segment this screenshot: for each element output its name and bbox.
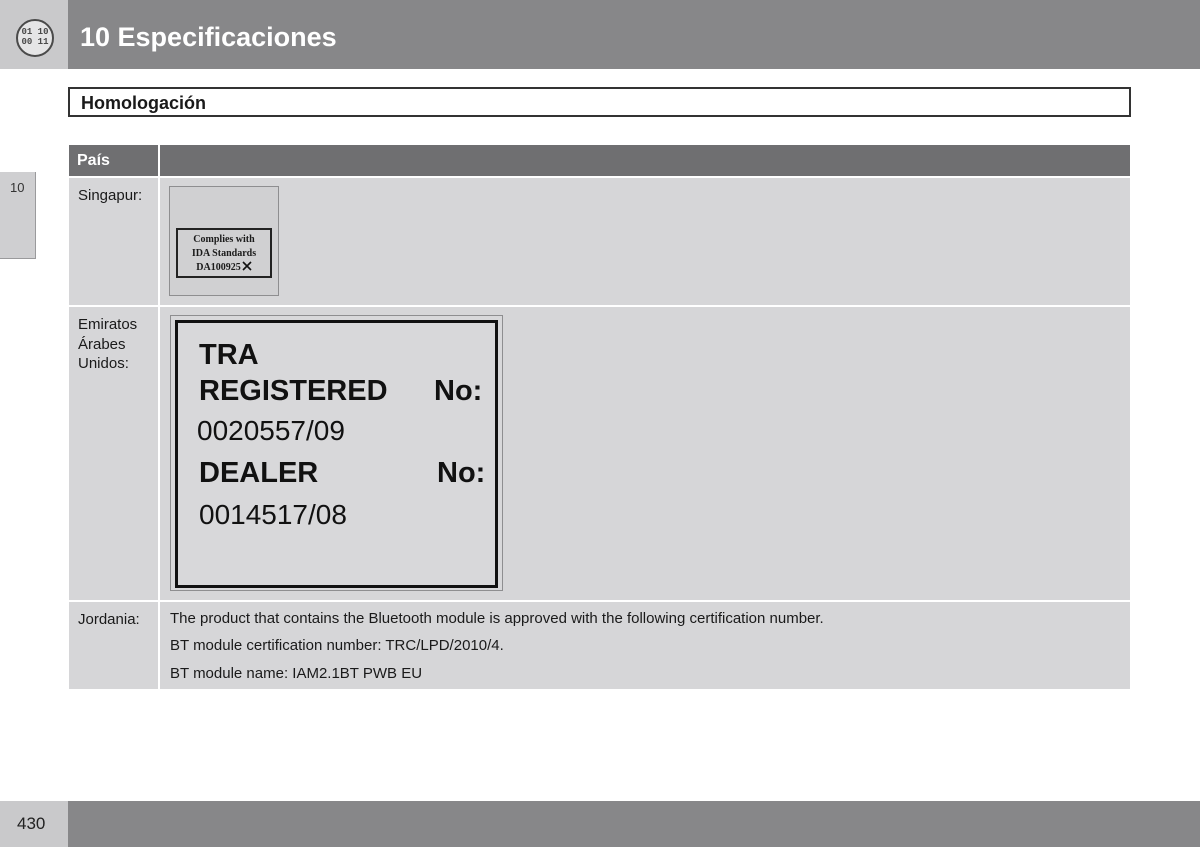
detail-cell xyxy=(160,178,1130,305)
tra-dealer-number: 0014517/08 xyxy=(199,499,347,530)
header-left-block xyxy=(0,0,68,69)
jordan-approval-text: The product that contains the Bluetooth module is approved with the following certification number. xyxy=(170,610,824,627)
country-label: Emiratos Árabes Unidos: xyxy=(78,316,138,372)
ida-label-line: DA100925 xyxy=(196,262,241,273)
footer-bar xyxy=(68,801,1200,847)
cross-mark-icon xyxy=(242,261,252,271)
table-header-country xyxy=(69,145,158,176)
section-title-box xyxy=(68,87,1131,117)
chapter-side-tab xyxy=(0,172,36,259)
table-row xyxy=(69,178,1130,305)
country-label: Singapur: xyxy=(78,187,143,204)
country-cell xyxy=(69,602,158,689)
tra-dealer-no-label: No: xyxy=(437,457,486,489)
table-header-country-label: País xyxy=(77,152,110,169)
tra-registered-number: 0020557/09 xyxy=(197,415,345,446)
tra-label-frame xyxy=(175,320,498,588)
ida-label-frame xyxy=(176,228,272,278)
table-row xyxy=(69,602,1130,689)
ida-label-line: Complies with xyxy=(193,234,255,245)
tra-title: TRA xyxy=(199,339,259,371)
table-header-row xyxy=(69,145,1130,176)
ida-certification-label xyxy=(169,186,279,296)
chapter-badge-line1: 01 10 xyxy=(21,27,49,37)
table-header-detail xyxy=(160,145,1130,176)
footer-left-block xyxy=(0,801,68,847)
page-title: 10 Especificaciones xyxy=(80,22,337,52)
country-label: Jordania: xyxy=(78,611,140,628)
ida-label-line: IDA Standards xyxy=(191,248,257,259)
tra-dealer-label: DEALER xyxy=(199,457,319,489)
country-cell xyxy=(69,307,158,600)
page-number: 430 xyxy=(17,814,46,833)
tra-registered-no-label: No: xyxy=(434,375,483,407)
detail-cell xyxy=(160,307,1130,600)
detail-cell xyxy=(160,602,1130,689)
table-row xyxy=(69,307,1130,600)
section-title: Homologación xyxy=(81,93,206,113)
country-cell xyxy=(69,178,158,305)
tra-registration-label xyxy=(170,315,503,591)
jordan-certification-number: BT module certification number: TRC/LPD/2010/4. xyxy=(170,637,504,654)
chapter-side-tab-label: 10 xyxy=(10,180,25,195)
chapter-badge-line2: 00 11 xyxy=(21,37,49,47)
tra-registered-label: REGISTERED xyxy=(199,375,388,407)
chapter-badge-icon xyxy=(16,19,54,57)
jordan-module-name: BT module name: IAM2.1BT PWB EU xyxy=(170,665,423,682)
